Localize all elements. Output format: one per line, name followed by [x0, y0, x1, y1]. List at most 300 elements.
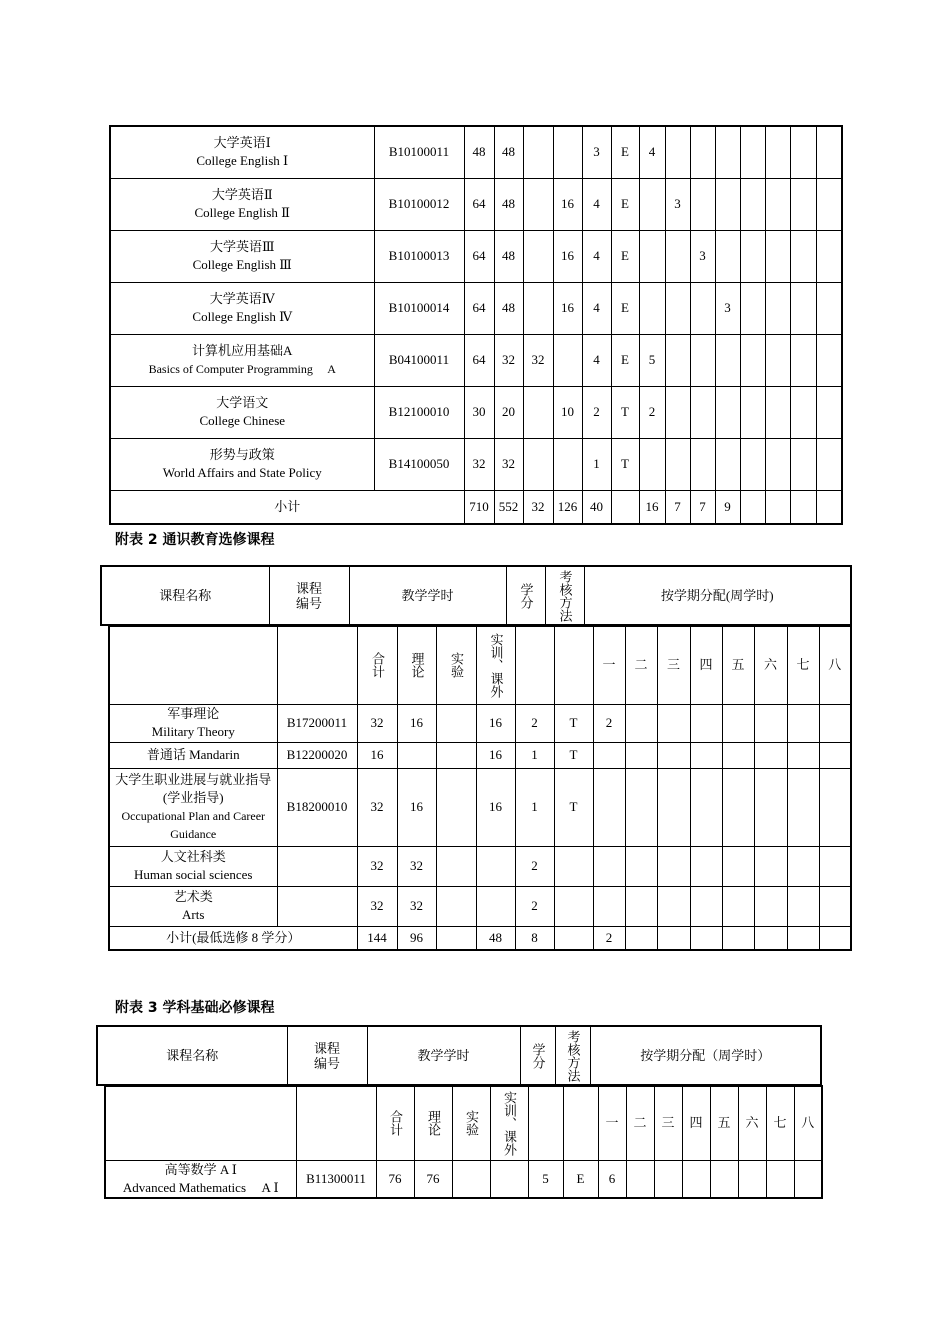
semester-1-hours — [598, 1160, 626, 1198]
hours-total — [464, 230, 494, 282]
hours-theory-value: 32 — [502, 352, 515, 367]
semester-6-hours — [754, 846, 787, 886]
table-row — [110, 334, 842, 386]
hours-total — [357, 704, 397, 742]
course-name-en: Human social sciences — [134, 867, 253, 882]
blank-code-cell — [296, 1086, 376, 1160]
hours-lab — [523, 230, 553, 282]
hours-theory-value: 76 — [426, 1170, 440, 1186]
semester-value: 2 — [648, 404, 656, 419]
semester-1-hours — [639, 178, 665, 230]
semester-8-hours — [816, 230, 842, 282]
subtotal-hours-lab — [523, 490, 553, 524]
course-name — [109, 768, 277, 846]
hours-practice-value: 16 — [489, 715, 502, 730]
course-name — [105, 1160, 296, 1198]
semester-2-hours — [625, 886, 657, 926]
credit-value: 2 — [593, 404, 600, 419]
course-name — [110, 126, 374, 178]
course-name-cn: 计算机应用基础A — [192, 343, 293, 358]
exam-method-value: T — [621, 404, 629, 419]
semester-3-hours — [690, 178, 715, 230]
course-code — [277, 846, 357, 886]
hours-total — [464, 386, 494, 438]
subtotal-value: 552 — [498, 498, 519, 514]
semester-8-hours — [819, 846, 851, 886]
hours-theory — [494, 126, 523, 178]
header-hours-practice: 实训、课外 — [490, 1086, 528, 1160]
hours-total-value: 32 — [472, 456, 486, 471]
subtotal-hours-practice — [553, 490, 582, 524]
exam-method — [611, 334, 639, 386]
hours-lab — [436, 846, 476, 886]
semester-label: 四 — [699, 657, 713, 673]
semester-1-hours — [639, 126, 665, 178]
header-exam-method: 考核方法 — [555, 1026, 590, 1085]
exam-method — [611, 386, 639, 438]
exam-method — [554, 742, 593, 768]
course-name-en: Occupational Plan and Career Guidance — [121, 809, 266, 841]
hours-theory-value: 48 — [502, 248, 515, 263]
hours-theory-value: 20 — [502, 404, 515, 419]
hours-total — [464, 334, 494, 386]
semester-6-hours — [765, 126, 790, 178]
hours-total-value: 76 — [388, 1170, 402, 1186]
credit-value: 2 — [531, 858, 538, 873]
semester-label: 八 — [801, 1115, 815, 1131]
course-code — [277, 704, 357, 742]
sub-header-row — [109, 626, 851, 704]
credit-value: 2 — [531, 898, 538, 913]
semester-label: 二 — [633, 1115, 647, 1131]
subtotal-label — [109, 926, 357, 950]
credit — [582, 334, 611, 386]
hours-total — [464, 178, 494, 230]
hours-total-value: 48 — [472, 144, 486, 160]
semester-7-hours — [790, 282, 816, 334]
course-code — [374, 230, 464, 282]
subtotal-value: 40 — [590, 498, 603, 514]
header-semester-5 — [710, 1086, 738, 1160]
hours-theory — [494, 386, 523, 438]
hours-total-value: 32 — [370, 799, 384, 814]
credit-value: 1 — [593, 456, 600, 471]
table-row — [109, 742, 851, 768]
course-code — [296, 1160, 376, 1198]
semester-4-hours — [690, 768, 722, 846]
semester-1-hours — [639, 230, 665, 282]
semester-5-hours — [722, 846, 754, 886]
course-name-en: College English Ⅲ — [192, 257, 292, 272]
semester-1-hours — [593, 886, 625, 926]
subtotal-semester-1 — [639, 490, 665, 524]
semester-1-hours — [639, 334, 665, 386]
semester-5-hours — [740, 438, 765, 490]
course-name-cn: 大学英语Ⅲ — [209, 239, 275, 254]
semester-5-hours — [740, 282, 765, 334]
semester-8-hours — [794, 1160, 822, 1198]
semester-5-hours — [722, 704, 754, 742]
hours-practice — [476, 886, 515, 926]
semester-5-hours — [740, 334, 765, 386]
course-name — [109, 846, 277, 886]
semester-3-hours — [690, 386, 715, 438]
semester-5-hours — [740, 386, 765, 438]
semester-2-hours — [626, 1160, 654, 1198]
course-name-en: World Affairs and State Policy — [162, 465, 322, 480]
subtotal-row — [109, 926, 851, 950]
semester-value: 4 — [648, 144, 656, 160]
course-code-value: B17200011 — [286, 715, 348, 730]
subtotal-value: 126 — [557, 498, 578, 514]
semester-7-hours — [787, 704, 819, 742]
subtotal-semester-4 — [715, 490, 740, 524]
course-code — [374, 438, 464, 490]
semester-6-hours — [754, 742, 787, 768]
header-hours-total: 合计 — [376, 1086, 414, 1160]
hours-theory — [494, 438, 523, 490]
header-semester-1 — [598, 1086, 626, 1160]
subtotal-value: 710 — [469, 498, 489, 514]
credit — [515, 768, 554, 846]
header-hours-lab: 实验 — [436, 626, 476, 704]
table-row — [110, 282, 842, 334]
semester-4-hours — [715, 282, 740, 334]
credit-value: 3 — [593, 144, 600, 160]
subtotal-value: 144 — [367, 929, 387, 945]
table-row — [110, 230, 842, 282]
hours-practice-value: 16 — [561, 196, 574, 211]
hours-practice — [553, 334, 582, 386]
hours-theory — [397, 704, 436, 742]
semester-6-hours — [765, 334, 790, 386]
semester-6-hours — [754, 886, 787, 926]
hours-practice — [553, 126, 582, 178]
header-semester-8 — [819, 626, 851, 704]
subtotal-semester-value: 16 — [645, 498, 659, 514]
blank-name-cell — [105, 1086, 296, 1160]
course-name — [109, 704, 277, 742]
hours-theory — [494, 230, 523, 282]
semester-6-hours — [765, 438, 790, 490]
hours-lab — [523, 126, 553, 178]
semester-value: 3 — [674, 196, 681, 211]
semester-3-hours — [657, 742, 690, 768]
subtotal-value: 96 — [410, 929, 423, 945]
semester-5-hours — [722, 886, 754, 926]
table-row — [110, 438, 842, 490]
semester-value: 3 — [724, 300, 731, 315]
hours-lab — [436, 886, 476, 926]
course-code-value: B11300011 — [306, 1170, 366, 1186]
exam-method-value: E — [621, 196, 629, 211]
course-code-value: B10100012 — [388, 196, 450, 211]
header-credit: 学分 — [520, 1026, 555, 1085]
header-semester-7 — [787, 626, 819, 704]
subtotal-semester-5 — [740, 490, 765, 524]
semester-2-hours — [625, 704, 657, 742]
header-course-name: 课程名称 — [97, 1026, 287, 1085]
semester-5-hours — [722, 742, 754, 768]
hours-theory — [494, 334, 523, 386]
hours-practice — [553, 230, 582, 282]
semester-6-hours — [765, 178, 790, 230]
course-name-cn: 形势与政策 — [209, 447, 275, 462]
subtotal-semester-6 — [765, 490, 790, 524]
hours-lab — [523, 334, 553, 386]
subtotal-semester-value: 9 — [724, 498, 731, 514]
subtotal-label-text: 小计 — [274, 498, 301, 514]
semester-value: 5 — [648, 352, 656, 367]
header-credit: 学分 — [506, 566, 545, 625]
semester-7-hours — [787, 886, 819, 926]
blank-exam-cell — [563, 1086, 598, 1160]
course-code — [277, 886, 357, 926]
semester-4-hours — [715, 178, 740, 230]
semester-1-hours — [593, 846, 625, 886]
exam-method — [611, 230, 639, 282]
semester-8-hours — [816, 178, 842, 230]
table-row — [110, 386, 842, 438]
semester-label: 三 — [666, 657, 680, 673]
semester-3-hours — [657, 886, 690, 926]
semester-7-hours — [790, 230, 816, 282]
subtotal-semester-8 — [816, 490, 842, 524]
semester-label: 六 — [763, 657, 777, 673]
semester-label: 二 — [634, 657, 648, 673]
credit-value: 4 — [593, 248, 600, 263]
semester-3-hours — [657, 704, 690, 742]
course-name — [110, 178, 374, 230]
course-name-cn: 大学语文 — [216, 395, 269, 410]
course-name-en: Arts — [182, 907, 205, 922]
semester-5-hours — [740, 230, 765, 282]
header-hours-lab: 实验 — [452, 1086, 490, 1160]
semester-5-hours — [740, 126, 765, 178]
semester-label: 四 — [689, 1115, 703, 1131]
exam-method — [611, 178, 639, 230]
exam-method-value: E — [621, 352, 629, 367]
semester-7-hours — [790, 334, 816, 386]
header-semester-6 — [738, 1086, 766, 1160]
credit — [582, 282, 611, 334]
hours-lab — [523, 386, 553, 438]
credit — [582, 230, 611, 282]
hours-lab — [436, 704, 476, 742]
exam-method — [611, 126, 639, 178]
semester-3-hours — [690, 438, 715, 490]
subtotal-hours-lab — [436, 926, 476, 950]
hours-total — [464, 438, 494, 490]
semester-7-hours — [790, 178, 816, 230]
semester-2-hours — [665, 282, 690, 334]
table-row — [105, 1160, 822, 1198]
semester-5-hours — [710, 1160, 738, 1198]
exam-method — [554, 886, 593, 926]
course-code — [277, 768, 357, 846]
hours-lab — [523, 282, 553, 334]
semester-2-hours — [665, 438, 690, 490]
semester-3-hours — [657, 768, 690, 846]
course-code-value: B10100013 — [388, 248, 450, 263]
table-row — [110, 126, 842, 178]
hours-practice-value: 10 — [561, 404, 574, 419]
table-row — [109, 768, 851, 846]
course-name — [110, 386, 374, 438]
semester-5-hours — [722, 768, 754, 846]
hours-total-value: 32 — [370, 858, 384, 873]
subtotal-semester-5 — [722, 926, 754, 950]
hours-total — [464, 282, 494, 334]
hours-theory-value: 48 — [502, 196, 515, 211]
table-discipline-required — [104, 1085, 823, 1199]
exam-method — [554, 846, 593, 886]
course-code — [277, 742, 357, 768]
semester-3-hours — [690, 230, 715, 282]
semester-4-hours — [690, 704, 722, 742]
hours-theory-value: 16 — [410, 799, 423, 814]
semester-6-hours — [754, 768, 787, 846]
table-row — [109, 846, 851, 886]
course-name-cn: 军事理论 — [167, 706, 220, 721]
course-name — [109, 886, 277, 926]
hours-lab — [523, 178, 553, 230]
hours-practice — [490, 1160, 528, 1198]
table-row — [110, 178, 842, 230]
subtotal-value: 8 — [531, 929, 538, 945]
table-3-header-top — [96, 1025, 822, 1086]
course-code-value: B14100050 — [388, 456, 450, 471]
semester-8-hours — [819, 886, 851, 926]
hours-theory-value: 32 — [410, 858, 423, 873]
hours-lab — [436, 742, 476, 768]
semester-3-hours — [654, 1160, 682, 1198]
course-code-value: B04100011 — [388, 352, 450, 367]
header-semester-8 — [794, 1086, 822, 1160]
course-name-en: College English Ⅳ — [192, 309, 293, 324]
header-semester-4 — [690, 626, 722, 704]
hours-lab — [436, 768, 476, 846]
hours-total-value: 64 — [472, 196, 486, 211]
semester-2-hours — [665, 230, 690, 282]
semester-6-hours — [738, 1160, 766, 1198]
hours-practice — [553, 386, 582, 438]
subtotal-row — [110, 490, 842, 524]
subtotal-semester-2 — [625, 926, 657, 950]
exam-method-value: T — [569, 715, 578, 730]
hours-theory — [397, 886, 436, 926]
table-row — [109, 886, 851, 926]
course-name — [110, 334, 374, 386]
course-code — [374, 386, 464, 438]
header-exam-method: 考核方法 — [545, 566, 584, 625]
credit-value: 5 — [542, 1170, 549, 1186]
semester-2-hours — [625, 846, 657, 886]
subtotal-label — [110, 490, 464, 524]
exam-method — [554, 704, 593, 742]
semester-8-hours — [819, 704, 851, 742]
header-hours-theory: 理论 — [397, 626, 436, 704]
semester-label: 八 — [828, 657, 842, 673]
hours-total — [464, 126, 494, 178]
semester-label: 七 — [796, 657, 810, 673]
subtotal-label-text: 小计(最低选修 8 学分） — [166, 929, 301, 945]
course-name-en: College English Ⅰ — [196, 153, 289, 169]
hours-total-value: 64 — [472, 300, 486, 315]
hours-total-value: 32 — [370, 715, 384, 730]
credit — [582, 386, 611, 438]
semester-6-hours — [765, 230, 790, 282]
semester-label: 五 — [717, 1115, 731, 1131]
hours-total — [357, 768, 397, 846]
exam-method — [611, 282, 639, 334]
hours-theory-value: 32 — [410, 898, 423, 913]
semester-4-hours — [715, 438, 740, 490]
hours-lab-value: 32 — [531, 352, 545, 367]
semester-2-hours — [665, 334, 690, 386]
hours-practice — [476, 768, 515, 846]
subtotal-semester-value: 2 — [605, 929, 613, 945]
course-code — [374, 126, 464, 178]
course-name-cn: 普通话 Mandarin — [146, 747, 240, 762]
subtotal-hours-total — [464, 490, 494, 524]
course-name — [110, 230, 374, 282]
hours-total-value: 64 — [472, 248, 486, 263]
header-semester-5 — [722, 626, 754, 704]
exam-method — [554, 768, 593, 846]
subtotal-semester-6 — [754, 926, 787, 950]
header-course-name: 课程名称 — [101, 566, 269, 625]
subtotal-hours-total — [357, 926, 397, 950]
subtotal-hours-theory — [397, 926, 436, 950]
hours-total — [357, 886, 397, 926]
semester-2-hours — [665, 178, 690, 230]
subtotal-semester-3 — [657, 926, 690, 950]
semester-8-hours — [816, 438, 842, 490]
course-name-en: College Chinese — [199, 413, 286, 428]
semester-1-hours — [639, 438, 665, 490]
hours-theory — [397, 742, 436, 768]
blank-credit-cell — [528, 1086, 563, 1160]
hours-theory — [414, 1160, 452, 1198]
credit-value: 2 — [531, 715, 538, 730]
hours-total-value: 30 — [472, 404, 486, 419]
subtotal-semester-8 — [819, 926, 851, 950]
subtotal-hours-theory — [494, 490, 523, 524]
credit — [515, 742, 554, 768]
course-name — [109, 742, 277, 768]
subtotal-semester-value: 7 — [674, 498, 681, 514]
subtotal-exam-method — [554, 926, 593, 950]
semester-4-hours — [715, 126, 740, 178]
semester-1-hours — [639, 386, 665, 438]
header-hours-theory: 理论 — [414, 1086, 452, 1160]
semester-4-hours — [715, 230, 740, 282]
table-2-header-top — [100, 565, 852, 626]
hours-theory — [397, 846, 436, 886]
subtotal-credit — [515, 926, 554, 950]
semester-7-hours — [766, 1160, 794, 1198]
credit — [582, 126, 611, 178]
header-semester-allocation: 按学期分配(周学时) — [584, 566, 851, 625]
hours-total — [376, 1160, 414, 1198]
hours-practice — [553, 438, 582, 490]
course-name-cn: 大学英语Ⅱ — [211, 187, 273, 202]
semester-label: 六 — [745, 1115, 759, 1131]
course-name-cn: 艺术类 — [173, 889, 213, 904]
course-name-cn: 高等数学 A Ⅰ — [164, 1161, 237, 1177]
semester-7-hours — [787, 742, 819, 768]
